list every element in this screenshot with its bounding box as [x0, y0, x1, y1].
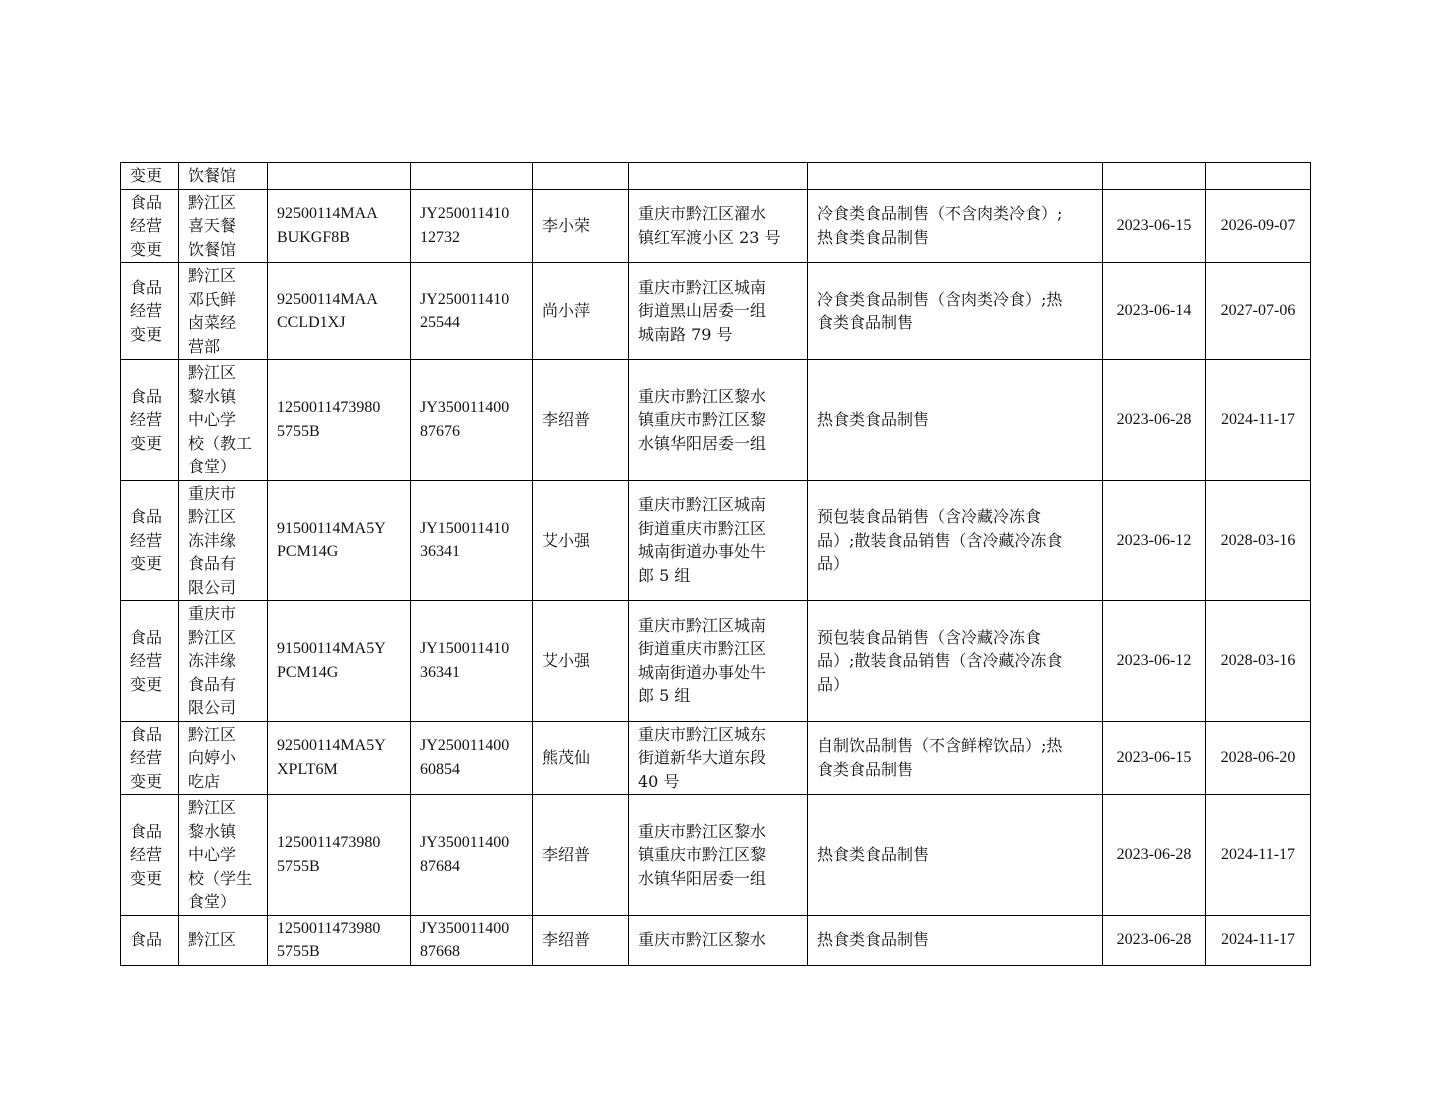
credit-code-cell: 91500114MA5Y PCM14G	[268, 601, 411, 722]
credit-code-cell: 1250011473980 5755B	[268, 915, 411, 965]
business-name-cell: 重庆市 黔江区 冻沣缘 食品有 限公司	[179, 480, 268, 601]
issue-date-cell: 2023-06-12	[1103, 480, 1206, 601]
issue-date-cell: 2023-06-28	[1103, 360, 1206, 481]
expiry-date-cell: 2028-03-16	[1206, 480, 1311, 601]
credit-code-cell: 92500114MAA BUKGF8B	[268, 189, 411, 263]
type-cell: 食品	[121, 915, 179, 965]
business-scope-cell: 自制饮品制售（不含鲜榨饮品）;热 食类食品制售	[808, 721, 1103, 795]
issue-date-cell: 2023-06-14	[1103, 263, 1206, 360]
expiry-date-cell: 2028-03-16	[1206, 601, 1311, 722]
address-cell: 重庆市黔江区黎水 镇重庆市黔江区黎 水镇华阳居委一组	[629, 795, 808, 916]
type-cell: 食品 经营 变更	[121, 189, 179, 263]
license-number-cell: JY350011400 87676	[411, 360, 533, 481]
business-scope-cell: 冷食类食品制售（不含肉类冷食）; 热食类食品制售	[808, 189, 1103, 263]
expiry-date-cell: 2024-11-17	[1206, 915, 1311, 965]
business-name-cell: 黔江区	[179, 915, 268, 965]
credit-code-cell: 92500114MA5Y XPLT6M	[268, 721, 411, 795]
license-number-cell: JY250011410 12732	[411, 189, 533, 263]
legal-person-cell: 李绍普	[533, 360, 629, 481]
type-cell: 食品 经营 变更	[121, 360, 179, 481]
license-number-cell: JY350011400 87668	[411, 915, 533, 965]
business-name-cell: 黔江区 向婷小 吃店	[179, 721, 268, 795]
business-scope-cell: 冷食类食品制售（含肉类冷食）;热 食类食品制售	[808, 263, 1103, 360]
table-row	[121, 263, 1311, 360]
address-cell: 重庆市黔江区黎水 镇重庆市黔江区黎 水镇华阳居委一组	[629, 360, 808, 481]
license-change-table	[120, 162, 1311, 966]
expiry-date-cell	[1206, 163, 1311, 190]
legal-person-cell: 熊茂仙	[533, 721, 629, 795]
issue-date-cell: 2023-06-15	[1103, 189, 1206, 263]
table-body	[121, 163, 1311, 966]
issue-date-cell: 2023-06-12	[1103, 601, 1206, 722]
business-name-cell: 黔江区 黎水镇 中心学 校（学生 食堂）	[179, 795, 268, 916]
address-cell: 重庆市黔江区城南 街道重庆市黔江区 城南街道办事处牛 郎 5 组	[629, 480, 808, 601]
address-cell: 重庆市黔江区城南 街道黑山居委一组 城南路 79 号	[629, 263, 808, 360]
table-row	[121, 601, 1311, 722]
expiry-date-cell: 2024-11-17	[1206, 795, 1311, 916]
legal-person-cell: 艾小强	[533, 601, 629, 722]
expiry-date-cell: 2026-09-07	[1206, 189, 1311, 263]
credit-code-cell: 91500114MA5Y PCM14G	[268, 480, 411, 601]
license-number-cell: JY150011410 36341	[411, 480, 533, 601]
expiry-date-cell: 2027-07-06	[1206, 263, 1311, 360]
issue-date-cell: 2023-06-28	[1103, 915, 1206, 965]
legal-person-cell: 李小荣	[533, 189, 629, 263]
business-scope-cell: 预包装食品销售（含冷藏冷冻食 品）;散装食品销售（含冷藏冷冻食 品）	[808, 480, 1103, 601]
table-row	[121, 795, 1311, 916]
business-scope-cell: 热食类食品制售	[808, 795, 1103, 916]
legal-person-cell	[533, 163, 629, 190]
address-cell: 重庆市黔江区城东 街道新华大道东段 40 号	[629, 721, 808, 795]
table-row	[121, 480, 1311, 601]
legal-person-cell: 李绍普	[533, 795, 629, 916]
document-page	[120, 162, 1310, 966]
table-row	[121, 721, 1311, 795]
type-cell: 食品 经营 变更	[121, 263, 179, 360]
type-cell: 食品 经营 变更	[121, 795, 179, 916]
table-row	[121, 360, 1311, 481]
credit-code-cell: 92500114MAA CCLD1XJ	[268, 263, 411, 360]
legal-person-cell: 艾小强	[533, 480, 629, 601]
credit-code-cell: 1250011473980 5755B	[268, 795, 411, 916]
business-scope-cell: 热食类食品制售	[808, 360, 1103, 481]
address-cell: 重庆市黔江区濯水 镇红军渡小区 23 号	[629, 189, 808, 263]
issue-date-cell	[1103, 163, 1206, 190]
type-cell: 食品 经营 变更	[121, 601, 179, 722]
table-row	[121, 915, 1311, 965]
table-row	[121, 163, 1311, 190]
credit-code-cell: 1250011473980 5755B	[268, 360, 411, 481]
type-cell: 食品 经营 变更	[121, 721, 179, 795]
expiry-date-cell: 2028-06-20	[1206, 721, 1311, 795]
business-scope-cell: 热食类食品制售	[808, 915, 1103, 965]
legal-person-cell: 李绍普	[533, 915, 629, 965]
address-cell: 重庆市黔江区黎水	[629, 915, 808, 965]
business-scope-cell	[808, 163, 1103, 190]
type-cell: 食品 经营 变更	[121, 480, 179, 601]
issue-date-cell: 2023-06-28	[1103, 795, 1206, 916]
legal-person-cell: 尚小萍	[533, 263, 629, 360]
issue-date-cell: 2023-06-15	[1103, 721, 1206, 795]
license-number-cell: JY350011400 87684	[411, 795, 533, 916]
business-scope-cell: 预包装食品销售（含冷藏冷冻食 品）;散装食品销售（含冷藏冷冻食 品）	[808, 601, 1103, 722]
address-cell: 重庆市黔江区城南 街道重庆市黔江区 城南街道办事处牛 郎 5 组	[629, 601, 808, 722]
expiry-date-cell: 2024-11-17	[1206, 360, 1311, 481]
type-cell: 变更	[121, 163, 179, 190]
address-cell	[629, 163, 808, 190]
table-row	[121, 189, 1311, 263]
license-number-cell	[411, 163, 533, 190]
business-name-cell: 黔江区 邓氏鲜 卤菜经 营部	[179, 263, 268, 360]
credit-code-cell	[268, 163, 411, 190]
business-name-cell: 黔江区 喜天餐 饮餐馆	[179, 189, 268, 263]
license-number-cell: JY150011410 36341	[411, 601, 533, 722]
license-number-cell: JY250011410 25544	[411, 263, 533, 360]
license-number-cell: JY250011400 60854	[411, 721, 533, 795]
business-name-cell: 重庆市 黔江区 冻沣缘 食品有 限公司	[179, 601, 268, 722]
business-name-cell: 黔江区 黎水镇 中心学 校（教工 食堂）	[179, 360, 268, 481]
business-name-cell: 饮餐馆	[179, 163, 268, 190]
